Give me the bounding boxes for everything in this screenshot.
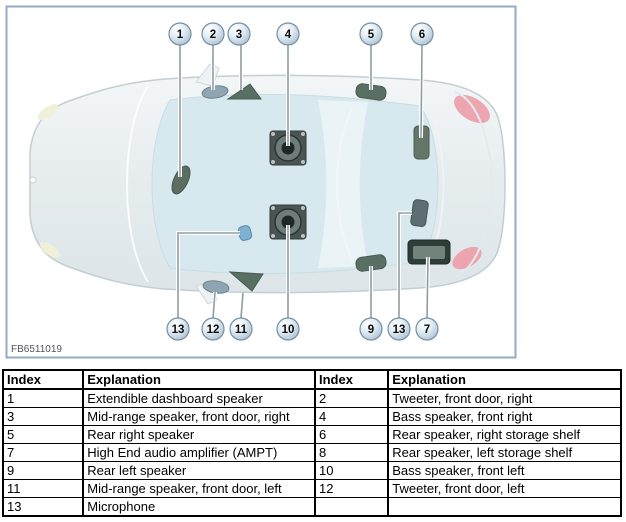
index-cell: 13 xyxy=(3,498,83,517)
index-cell: 6 xyxy=(315,426,388,444)
legend-row xyxy=(3,462,621,480)
callout-number: 10 xyxy=(281,324,295,336)
leader-line xyxy=(421,45,422,138)
explanation-cell: Mid-range speaker, front door, right xyxy=(83,408,315,426)
explanation-cell: Rear left speaker xyxy=(83,462,315,480)
index-cell: 12 xyxy=(315,480,388,498)
legend-row xyxy=(3,426,621,444)
legend-table xyxy=(2,369,622,517)
explanation-cell: Bass speaker, front right xyxy=(388,408,621,426)
explanation-cell: High End audio amplifier (AMPT) xyxy=(83,444,315,462)
legend-row xyxy=(3,389,621,408)
index-cell: 3 xyxy=(3,408,83,426)
index-cell: 4 xyxy=(315,408,388,426)
explanation-cell: Bass speaker, front left xyxy=(388,462,621,480)
legend-row xyxy=(3,480,621,498)
legend-row xyxy=(3,498,621,517)
callout-number: 6 xyxy=(418,29,426,41)
legend-header-row xyxy=(3,370,621,389)
figure-code: FB6511019 xyxy=(11,344,62,355)
callout-number: 13 xyxy=(171,324,185,336)
explanation-cell: Rear speaker, left storage shelf xyxy=(388,444,621,462)
index-cell: 8 xyxy=(315,444,388,462)
index-cell: 9 xyxy=(3,462,83,480)
explanation-header-left: Explanation xyxy=(83,370,315,389)
explanation-cell: Rear right speaker xyxy=(83,426,315,444)
index-cell xyxy=(315,498,388,517)
legend-row xyxy=(3,444,621,462)
callout-number: 12 xyxy=(206,324,220,336)
explanation-cell: Extendible dashboard speaker xyxy=(83,389,315,408)
legend-row xyxy=(3,408,621,426)
callout-number: 4 xyxy=(284,29,292,41)
hood-emblem xyxy=(30,177,36,183)
leader-line xyxy=(427,257,428,318)
callout-number: 5 xyxy=(367,29,375,41)
callout-number: 11 xyxy=(234,324,248,336)
callout-number: 7 xyxy=(423,324,431,336)
callout-number: 2 xyxy=(209,29,217,41)
callout-number: 9 xyxy=(367,324,375,336)
index-header-right: Index xyxy=(315,370,388,389)
car-top-view xyxy=(30,64,505,304)
index-cell: 10 xyxy=(315,462,388,480)
explanation-header-right: Explanation xyxy=(388,370,621,389)
explanation-cell: Microphone xyxy=(83,498,315,517)
explanation-cell xyxy=(388,498,621,517)
index-cell: 7 xyxy=(3,444,83,462)
index-cell: 5 xyxy=(3,426,83,444)
explanation-cell: Mid-range speaker, front door, left xyxy=(83,480,315,498)
callout-number: 13 xyxy=(392,324,406,336)
cabin-glass xyxy=(152,94,438,273)
callout-number: 3 xyxy=(235,29,243,41)
explanation-cell: Tweeter, front door, right xyxy=(388,389,621,408)
explanation-cell: Tweeter, front door, left xyxy=(388,480,621,498)
index-header-left: Index xyxy=(3,370,83,389)
explanation-cell: Rear speaker, right storage shelf xyxy=(388,426,621,444)
index-cell: 2 xyxy=(315,389,388,408)
microphone-rear xyxy=(410,199,428,227)
index-cell: 11 xyxy=(3,480,83,498)
index-cell: 1 xyxy=(3,389,83,408)
callout-number: 1 xyxy=(176,29,184,41)
